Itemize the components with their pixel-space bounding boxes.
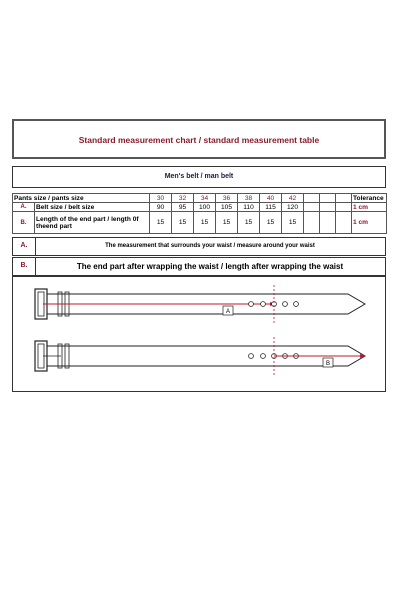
chart-subtitle: Men's belt / man belt bbox=[164, 173, 234, 180]
belt-hole bbox=[283, 302, 288, 307]
chart-title-box bbox=[12, 119, 386, 159]
empty-cell bbox=[320, 212, 336, 234]
table-cell: 15 bbox=[194, 212, 216, 234]
size-col-42: 42 bbox=[282, 194, 304, 203]
table-cell: 105 bbox=[216, 203, 238, 212]
size-col-36: 36 bbox=[216, 194, 238, 203]
description-row-b bbox=[12, 257, 386, 276]
table-cell: 15 bbox=[216, 212, 238, 234]
table-row bbox=[13, 212, 387, 234]
empty-cell bbox=[304, 194, 320, 203]
description-key: B. bbox=[13, 258, 36, 275]
description-key: A. bbox=[13, 238, 36, 255]
table-cell: 115 bbox=[260, 203, 282, 212]
belt-hole bbox=[249, 302, 254, 307]
pants-size-label: Pants size / pants size bbox=[13, 194, 150, 203]
belt-b bbox=[35, 337, 365, 375]
size-col-38: 38 bbox=[238, 194, 260, 203]
table-cell: 15 bbox=[260, 212, 282, 234]
table-cell: 15 bbox=[282, 212, 304, 234]
size-table bbox=[12, 193, 387, 234]
size-col-40: 40 bbox=[260, 194, 282, 203]
belt-diagram bbox=[13, 277, 385, 391]
empty-cell bbox=[336, 203, 352, 212]
belt-hole bbox=[294, 302, 299, 307]
empty-cell bbox=[336, 194, 352, 203]
table-header-row bbox=[13, 194, 387, 203]
empty-cell bbox=[320, 194, 336, 203]
row-label: Length of the end part / length 0f theend part bbox=[35, 212, 150, 234]
belt-hole bbox=[261, 354, 266, 359]
chart-subtitle-box bbox=[12, 166, 386, 188]
label-b: B bbox=[325, 361, 331, 367]
table-cell: 90 bbox=[150, 203, 172, 212]
table-row bbox=[13, 203, 387, 212]
label-a: A bbox=[225, 309, 231, 315]
belt-hole bbox=[261, 302, 266, 307]
table-cell: 15 bbox=[150, 212, 172, 234]
description-text: The end part after wrapping the waist / length after wrapping the waist bbox=[76, 262, 344, 271]
table-cell: 15 bbox=[172, 212, 194, 234]
tolerance-value: 1 cm bbox=[352, 203, 387, 212]
belt-diagram-area bbox=[12, 276, 386, 392]
belt-a bbox=[35, 285, 365, 323]
table-cell: 120 bbox=[282, 203, 304, 212]
size-col-32: 32 bbox=[172, 194, 194, 203]
table-cell: 110 bbox=[238, 203, 260, 212]
table-cell: 95 bbox=[172, 203, 194, 212]
row-label: Belt size / belt size bbox=[35, 203, 150, 212]
row-key: A. bbox=[13, 203, 35, 212]
empty-cell bbox=[304, 212, 320, 234]
description-row-a bbox=[12, 237, 386, 256]
empty-cell bbox=[320, 203, 336, 212]
size-col-30: 30 bbox=[150, 194, 172, 203]
tolerance-label: Tolerance bbox=[352, 194, 387, 203]
description-text: The measurement that surrounds your waist / measure around your waist bbox=[105, 243, 315, 249]
chart-title: Standard measurement chart / standard measurement table bbox=[78, 135, 320, 145]
tolerance-value: 1 cm bbox=[352, 212, 387, 234]
empty-cell bbox=[304, 203, 320, 212]
size-col-34: 34 bbox=[194, 194, 216, 203]
empty-cell bbox=[336, 212, 352, 234]
table-cell: 100 bbox=[194, 203, 216, 212]
table-cell: 15 bbox=[238, 212, 260, 234]
belt-loop bbox=[65, 344, 69, 368]
belt-hole bbox=[249, 354, 254, 359]
row-key: B. bbox=[13, 212, 35, 234]
